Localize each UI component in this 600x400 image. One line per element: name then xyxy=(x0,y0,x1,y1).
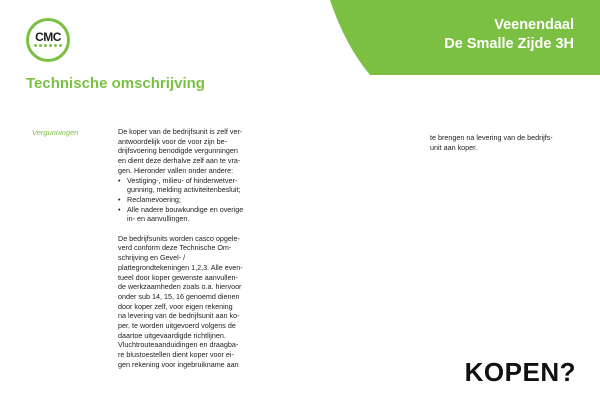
text-line: De bedrijfsunits worden casco opgele- xyxy=(118,233,240,243)
section-label: Vergunningen xyxy=(32,128,79,137)
header-city: Veenendaal xyxy=(494,17,574,33)
text-line: plattegrondtekeningen 1,2,3. Alle even- xyxy=(118,262,243,272)
text-line: gen rekening voor ingebruikname aan xyxy=(118,359,239,369)
kopen-cta: KOPEN? xyxy=(464,357,576,387)
list-item: • Reclamevoering; xyxy=(118,195,264,205)
cmc-logo xyxy=(26,18,70,62)
text-line: door koper zelf, voor eigen rekening xyxy=(118,301,233,311)
header-address: De Smalle Zijde 3H xyxy=(444,36,574,52)
logo-text: CMC xyxy=(35,30,61,44)
text-line: verd conform deze Technische Om- xyxy=(118,243,232,253)
text-line: schrijving en Gevel- / xyxy=(118,253,186,263)
text-column-1 xyxy=(118,127,264,370)
text-line: te brengen na levering van de bedrijfs- xyxy=(430,133,553,142)
text-line: re blustoestellen dient koper voor ei- xyxy=(118,350,234,360)
list-item: • Alle nadere bouwkundige en overige in- en aanvullingen. xyxy=(118,205,264,224)
text-line: de werkzaamheden zoals o.a. hiervoor xyxy=(118,282,242,292)
text-line: antwoordelijk voor de voor zijn be- xyxy=(118,136,228,146)
text-line: De koper van de bedrijfsunit is zelf ver- xyxy=(118,127,243,136)
page-title: Technische omschrijving xyxy=(26,75,205,92)
text-line: gen. Hieronder vallen onder andere: xyxy=(118,165,234,175)
text-line: drijfsvoering benodigde vergunningen xyxy=(118,146,238,156)
text-line: onder sub 14, 15, 16 genoemd dienen xyxy=(118,291,240,301)
text-line: unit aan koper. xyxy=(430,142,478,152)
bullet-list xyxy=(118,176,264,225)
text-line: en dient deze derhalve zelf aan te vra- xyxy=(118,156,241,166)
paragraph-2 xyxy=(118,234,264,370)
text-line: na levering van de bedrijfsunit aan ko- xyxy=(118,311,240,321)
logo-dots xyxy=(34,44,62,47)
list-item: • Vestiging-, milieu- of hinderwetver- gunning, melding activiteitenbesluit; xyxy=(118,176,264,195)
text-line: daartoe uitgevaardigde richtlijnen. xyxy=(118,330,226,340)
text-line: per, te worden uitgevoerd volgens de xyxy=(118,321,236,331)
text-line: Vluchtrouteaanduidingen en draagba- xyxy=(118,340,239,350)
header-address-block xyxy=(444,16,574,54)
text-column-2 xyxy=(430,133,580,152)
intro-paragraph xyxy=(118,127,264,176)
text-line: tueel door koper gewenste aanvullen- xyxy=(118,272,238,282)
